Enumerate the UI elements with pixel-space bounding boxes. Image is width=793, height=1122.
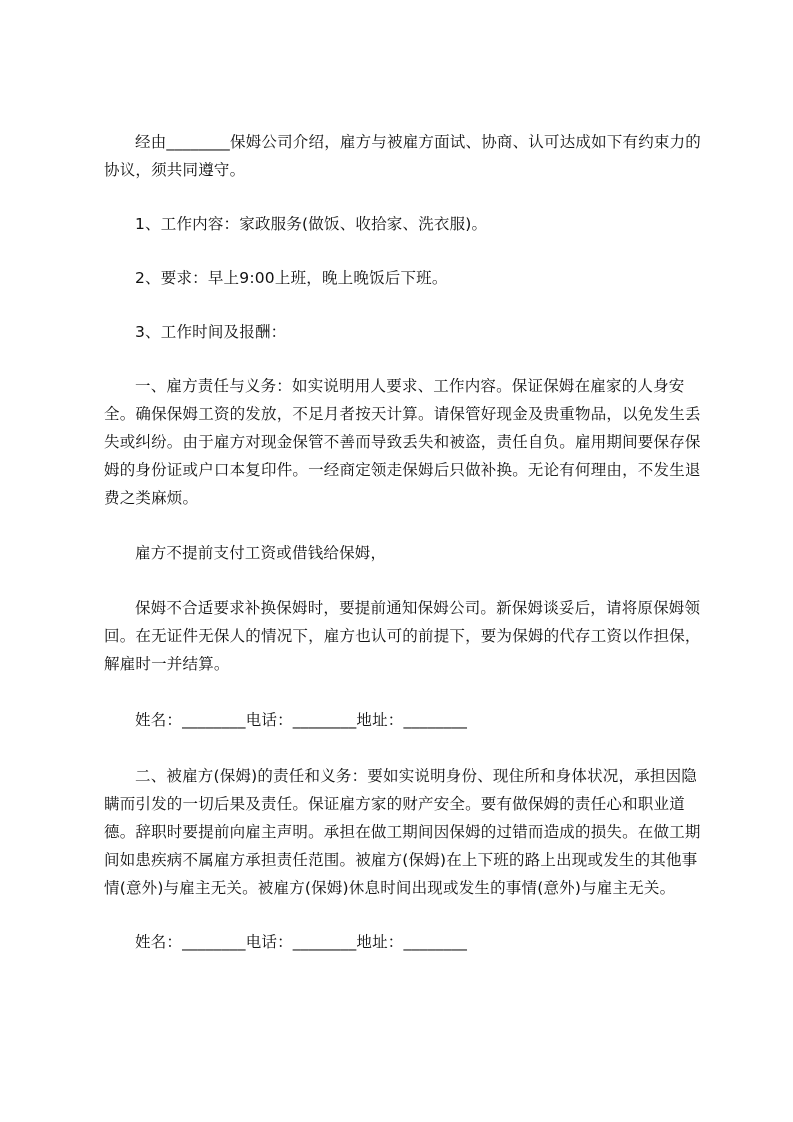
work-content-item: 1、工作内容：家政服务(做饭、收拾家、洗衣服)。 [135,215,488,233]
work-time-pay-item: 3、工作时间及报酬： [135,323,287,341]
employer-duties-paragraph: 一、雇方责任与义务：如实说明用人要求、工作内容。保证保姆在雇家的人身安全。确保保姆工资的发放，不足月者按天计算。请保管好现金及贵重物品，以免发生丢失或纠纷。由于雇方对现金保管不善而导致丢失和被盗，责任自负。雇用期间要保存保姆的身份证或户口本复印件。一经商定领走保姆后只做补换。无论有何理由，不发生退费之类麻烦。 [104,377,701,507]
replacement-paragraph: 保姆不合适要求补换保姆时，要提前通知保姆公司。新保姆谈妥后，请将原保姆领回。在无证件无保人的情况下，雇方也认可的前提下，要为保姆的代存工资以作担保，解雇时一并结算。 [104,599,701,673]
requirement-item: 2、要求：早上9:00上班，晚上晚饭后下班。 [135,269,448,287]
document-page [104,128,702,956]
employer-signature-line: 姓名：________电话：________地址：________ [135,711,468,729]
employee-signature-line: 姓名：________电话：________地址：________ [135,933,468,951]
intro-paragraph: 经由________保姆公司介绍，雇方与被雇方面试、协商、认可达成如下有约束力的协议，须共同遵守。 [104,133,702,179]
no-advance-pay-paragraph: 雇方不提前支付工资或借钱给保姆， [135,544,387,562]
employee-duties-paragraph: 二、被雇方(保姆)的责任和义务：要如实说明身份、现住所和身体状况，承担因隐瞒而引发的一切后果及责任。保证雇方家的财产安全。要有做保姆的责任心和职业道德。辞职时要提前向雇主声明。承担在做工期间因保姆的过错而造成的损失。在做工期间如患疾病不属雇方承担责任范围。被雇方(保姆)在上下班的路上出现或发生的其他事情(意外)与雇主无关。被雇方(保姆)休息时间出现或发生的事情(意外)与雇主无关。 [104,767,701,897]
